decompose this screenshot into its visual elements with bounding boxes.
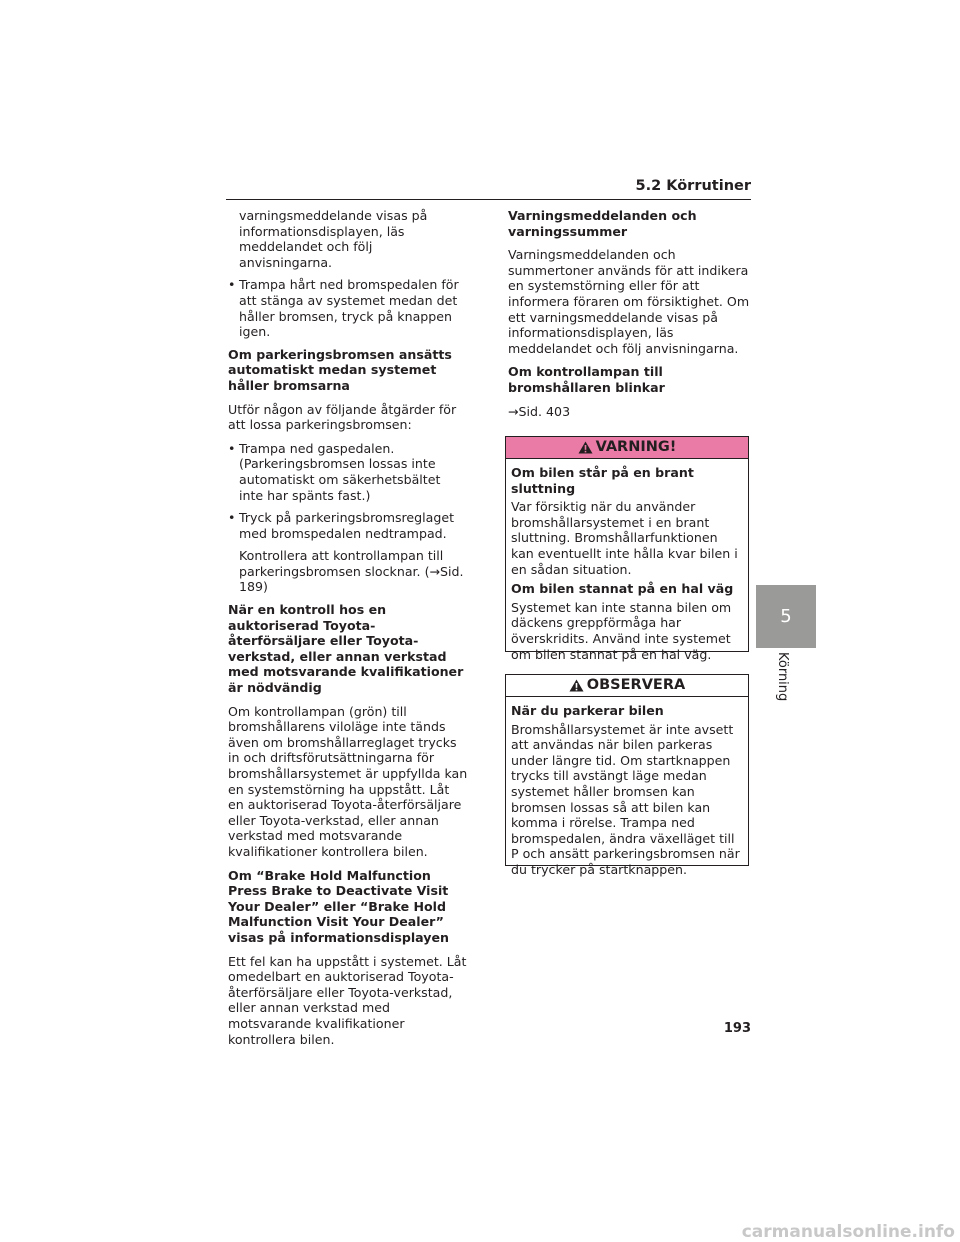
notice-body [506,697,748,886]
header-rule [226,199,751,200]
notice-header [506,675,748,697]
warning-header [506,437,748,459]
section-title: 5.2 Körrutiner [635,178,751,194]
bullet-text: Trampa hårt ned bromspedalen för att stänga av systemet medan det håller bromsen, tryck på knappen igen. [239,277,459,340]
bullet-dot: • [228,277,236,293]
subheading: Varningsmeddelanden och varningssummer [508,208,697,239]
bullet-text: Tryck på parkeringsbromsreglaget med bromspedalen nedtrampad. [239,510,455,541]
bullet-item [228,277,468,339]
caution-triangle-icon [569,679,584,692]
subheading: Om parkeringsbromsen ansätts automatiskt medan systemet håller bromsarna [228,346,452,393]
warning-subheading: Om bilen stannat på en hal väg [511,581,734,597]
chapter-tab[interactable] [756,585,816,648]
subheading: Om “Brake Hold Malfunction Press Brake to Deactivate Visit Your Dealer” eller “Brake Hold Malfunction Visit Your Dealer” visas på informationsdisplayen [228,867,449,945]
chapter-number: 5 [780,606,792,627]
notice-box [505,674,749,877]
bullet-dot: • [228,510,236,526]
warning-text: Var försiktig när du använder bromshållarsystemet i en brant sluttning. Bromshållarfunktionen kan eventuellt inte hålla kvar bilen i en sådan situation. [511,499,738,577]
warning-title: VARNING! [595,438,677,455]
paragraph: Om kontrollampan (grön) till bromshållarens viloläge inte tänds även om bromshållarreglaget trycks in och driftsförutsättningarna för bromshållarsystemet är uppfyllda kan en systemstörning ha uppstått. Låt en auktoriserad Toyota-återförsäljare eller Toyota-verkstad, eller annan verkstad med motsvarande kvalifikationer kontrollera bilen. [228,703,468,859]
watermark: carmanualsonline.info [741,1222,955,1242]
bullet-dot: • [228,440,236,456]
warning-subheading: Om bilen står på en brant sluttning [511,465,694,496]
page-number: 193 [723,1021,751,1036]
warning-triangle-icon [578,441,593,454]
notice-title: OBSERVERA [586,676,686,693]
warning-text: Systemet kan inte stanna bilen om däckens greppförmåga har överskridits. Använd inte systemet om bilen stannat på en hal väg. [511,599,732,662]
page-reference-link[interactable]: →Sid. 403 [508,403,571,419]
paragraph: Ett fel kan ha uppstått i systemet. Låt omedelbart en auktoriserad Toyota-återförsäljare eller Toyota-verkstad, eller annan verkstad med motsvarande kvalifikationer kontrollera bilen. [228,953,467,1047]
bullet-item [228,441,468,503]
notice-subheading: När du parkerar bilen [511,703,664,718]
warning-box [505,436,749,662]
notice-text: Bromshållarsystemet är inte avsett att användas när bilen parkeras under längre tid. Om startknappen trycks till avstängt läge medan systemet håller bromsen kan bromsen lossas så att bilen kan komma i rörelse. Trampa ned bromspedalen, ändra växelläget till P och ansätt parkeringsbromsen när du trycker på startknappen. [511,721,740,877]
subheading: Om kontrollampan till bromshållaren blinkar [508,364,665,395]
paragraph: Varningsmeddelanden och summertoner används för att indikera en systemstörning eller för att informera föraren om försiktighet. Om ett varningsmeddelande visas på informationsdisplayen, läs meddelandet och följ anvisningarna. [508,247,750,356]
paragraph: Utför någon av följande åtgärder för att lossa parkeringsbromsen: [228,401,457,433]
continued-text: varningsmeddelande visas på informationsdisplayen, läs meddelandet och följ anvisningarna. [239,208,428,270]
right-column [508,208,753,427]
bullet-text: Trampa ned gaspedalen. (Parkeringsbromsen lossas inte automatiskt om säkerhetsbältet inte har spänts fast.) [239,440,441,503]
bullet-item [228,510,468,541]
chapter-label: Körning [775,652,790,702]
bullet-subtext: Kontrollera att kontrollampan till parkeringsbromsen slocknar. (→Sid. 189) [239,548,464,595]
subheading: När en kontroll hos en auktoriserad Toyota-återförsäljare eller Toyota-verkstad, eller annan verkstad med motsvarande kvalifikationer är nödvändig [228,602,464,696]
left-column [228,208,468,1055]
warning-body [506,459,748,670]
